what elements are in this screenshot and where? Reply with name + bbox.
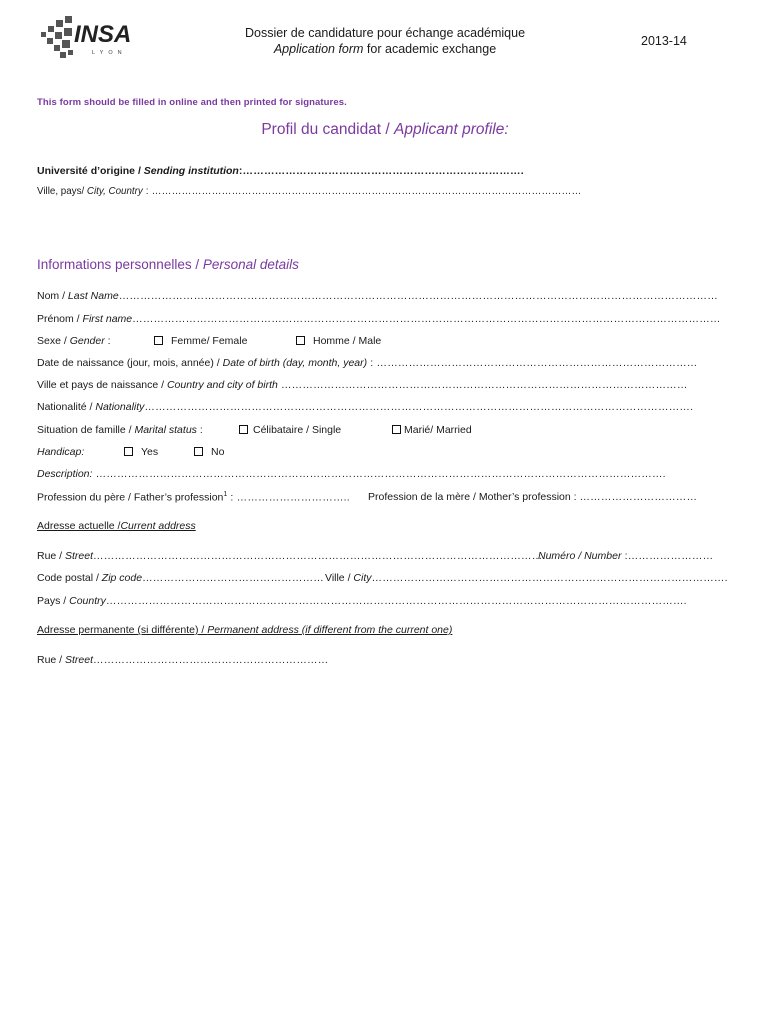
nationality-field[interactable]: Nationalité / Nationality………………………………………………………………………………………………………………………………………. (37, 401, 694, 413)
gender-label: Sexe / Gender : (37, 335, 111, 347)
insa-logo (38, 10, 148, 66)
country-field[interactable]: Pays / Country………………………………………………………………………………………………………………………………………………. (37, 595, 687, 607)
marital-single-option[interactable]: Célibataire / Single (239, 424, 341, 436)
form-instruction: This form should be filled in online and then printed for signatures. (37, 97, 347, 108)
permanent-address-title: Adresse permanente (si différente) / Permanent address (if different from the current one) (37, 624, 453, 636)
checkbox-icon[interactable] (296, 336, 305, 345)
handicap-label: Handicap: (37, 446, 85, 458)
current-address-title: Adresse actuelle /Current address (37, 520, 196, 532)
gender-male-option[interactable]: Homme / Male (296, 335, 381, 347)
description-field[interactable]: Description: ……………………………………………………………………………………………………………………………………………. (37, 468, 666, 480)
city-country-field[interactable]: Ville, pays/ City, Country : ………………………………………………………………………………………………………………… (37, 186, 582, 197)
header-year: 2013-14 (641, 34, 687, 48)
checkbox-icon[interactable] (392, 425, 401, 434)
first-name-field[interactable]: Prénom / First name………………………………………………………………………………………………………………………………………………… (37, 313, 721, 325)
father-profession-field[interactable]: Profession du père / Father’s profession$^1$ : ………………………….. (37, 491, 350, 504)
handicap-yes-option[interactable]: Yes (124, 446, 158, 458)
sending-institution-field[interactable]: Université d’origine / Sending institution:……………………………………………………………………. (37, 165, 524, 177)
header-title-fr: Dossier de candidature pour échange académique (244, 26, 526, 40)
handicap-no-option[interactable]: No (194, 446, 224, 458)
checkbox-icon[interactable] (124, 447, 133, 456)
mother-profession-field[interactable]: Profession de la mère / Mother’s profession : …………………………… (368, 491, 698, 503)
street-number-field[interactable]: Numéro / Number :…………………… (538, 550, 714, 562)
date-of-birth-field[interactable]: Date de naissance (jour, mois, année) / Date of birth (day, month, year) : ……………………………………………………………………………… (37, 357, 698, 369)
checkbox-icon[interactable] (194, 447, 203, 456)
marital-married-option[interactable]: Marié/ Married (392, 424, 472, 436)
svg-text:LYON: LYON (92, 50, 127, 56)
checkbox-icon[interactable] (239, 425, 248, 434)
birthplace-field[interactable]: Ville et pays de naissance / Country and city of birth …………………………………………………………………………………………………… (37, 379, 688, 391)
profile-title: Profil du candidat / Applicant profile: (261, 121, 509, 138)
city-field[interactable]: Ville / City………………………………………………………………………………………. (325, 572, 728, 584)
last-name-field[interactable]: Nom / Last Name…………………………………………………………………………………………………………………………………………………… (37, 290, 718, 302)
marital-status-label: Situation de famille / Marital status : (37, 424, 203, 436)
permanent-street-field[interactable]: Rue / Street………………………………………………………… (37, 654, 329, 666)
zip-code-field[interactable]: Code postal / Zip code…………………………………………… (37, 572, 324, 584)
svg-text:INSA: INSA (74, 21, 132, 48)
header-title-en: Application form for academic exchange (273, 42, 497, 56)
personal-details-title: Informations personnelles / Personal details (37, 257, 299, 272)
gender-female-option[interactable]: Femme/ Female (154, 335, 247, 347)
checkbox-icon[interactable] (154, 336, 163, 345)
street-field[interactable]: Rue / Street………………………………………………………………………………………………………………. (37, 550, 546, 562)
